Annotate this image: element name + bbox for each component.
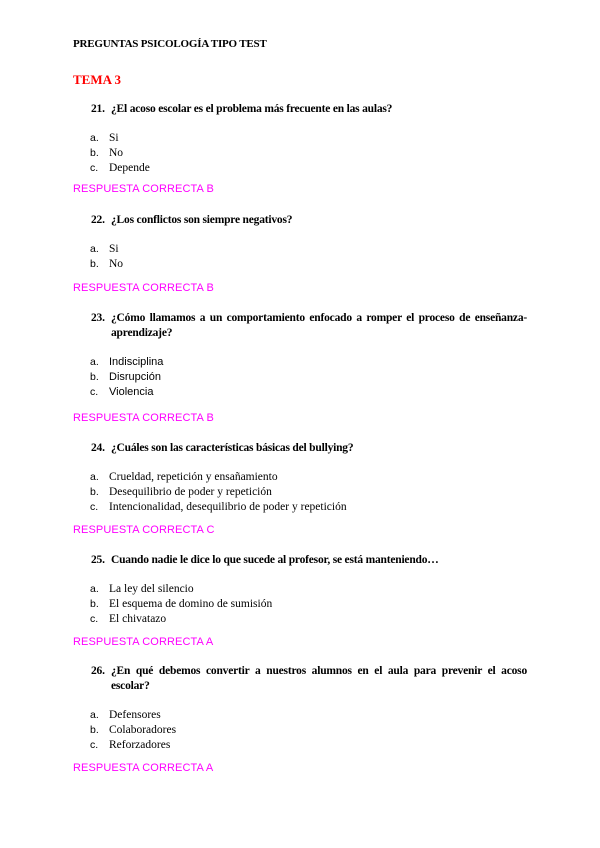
- option-label: c.: [90, 501, 99, 513]
- option-label: b.: [90, 598, 99, 610]
- option-item: [73, 582, 527, 597]
- question-body: ¿Cómo llamamos a un comportamiento enfocado a romper el proceso de enseñanza-aprendizaje?: [111, 312, 527, 339]
- option-item: [73, 257, 527, 272]
- option-text: Si: [109, 243, 119, 255]
- question-block: [73, 553, 527, 627]
- question-body: ¿Los conflictos son siempre negativos?: [111, 214, 293, 226]
- option-item: [73, 500, 527, 515]
- option-text: Indisciplina: [109, 356, 164, 368]
- option-label: a.: [90, 709, 99, 721]
- option-item: [73, 597, 527, 612]
- question-block: [73, 664, 527, 753]
- options-list: [73, 582, 527, 627]
- question-text: [73, 213, 527, 228]
- question-block: [73, 102, 527, 176]
- option-label: c.: [90, 386, 99, 398]
- question-number: 23.: [91, 312, 105, 324]
- question-body: ¿En qué debemos convertir a nuestros alumnos en el aula para prevenir el acoso escolar?: [111, 665, 527, 692]
- options-list: [73, 131, 527, 176]
- option-label: b.: [90, 724, 99, 736]
- section-title: TEMA 3: [73, 72, 122, 87]
- option-label: b.: [90, 258, 99, 270]
- question-body: ¿El acoso escolar es el problema más frecuente en las aulas?: [111, 103, 393, 115]
- option-item: [73, 612, 527, 627]
- option-item: [73, 470, 527, 485]
- correct-answer: RESPUESTA CORRECTA A: [73, 636, 214, 648]
- question-number: 26.: [91, 665, 105, 677]
- question-number: 22.: [91, 214, 105, 226]
- option-text: Depende: [109, 162, 150, 174]
- question-text: [73, 441, 527, 456]
- option-item: [73, 370, 527, 385]
- correct-answer: RESPUESTA CORRECTA B: [73, 412, 214, 424]
- option-label: a.: [90, 243, 99, 255]
- option-label: c.: [90, 613, 99, 625]
- option-item: [73, 242, 527, 257]
- option-text: Colaboradores: [109, 724, 177, 736]
- document-header-title: PREGUNTAS PSICOLOGÍA TIPO TEST: [73, 38, 267, 50]
- option-label: b.: [90, 147, 99, 159]
- option-item: [73, 385, 527, 400]
- correct-answer: RESPUESTA CORRECTA C: [73, 524, 215, 536]
- options-list: [73, 708, 527, 753]
- options-list: [73, 242, 527, 272]
- option-item: [73, 485, 527, 500]
- option-label: a.: [90, 356, 99, 368]
- option-label: b.: [90, 486, 99, 498]
- option-item: [73, 131, 527, 146]
- option-text: No: [109, 258, 124, 270]
- option-text: Intencionalidad, desequilibrio de poder y repetición: [109, 501, 347, 513]
- question-body: Cuando nadie le dice lo que sucede al profesor, se está manteniendo…: [111, 554, 439, 566]
- options-list: [73, 470, 527, 515]
- option-text: Si: [109, 132, 119, 144]
- options-list: [73, 355, 527, 400]
- option-item: [73, 738, 527, 753]
- option-text: Disrupción: [109, 371, 161, 383]
- option-text: Reforzadores: [109, 739, 171, 751]
- question-block: [73, 311, 527, 400]
- option-text: El chivatazo: [109, 613, 167, 625]
- option-label: a.: [90, 583, 99, 595]
- option-label: b.: [90, 371, 99, 383]
- option-text: La ley del silencio: [109, 583, 194, 595]
- option-text: Desequilibrio de poder y repetición: [109, 486, 272, 498]
- option-label: a.: [90, 471, 99, 483]
- question-body: ¿Cuáles son las características básicas del bullying?: [111, 442, 354, 454]
- question-number: 25.: [91, 554, 105, 566]
- option-text: Violencia: [109, 386, 154, 398]
- option-item: [73, 723, 527, 738]
- correct-answer: RESPUESTA CORRECTA A: [73, 762, 214, 774]
- option-text: Crueldad, repetición y ensañamiento: [109, 471, 278, 483]
- question-text: [73, 311, 527, 341]
- option-item: [73, 161, 527, 176]
- question-number: 21.: [91, 103, 105, 115]
- option-item: [73, 708, 527, 723]
- option-text: Defensores: [109, 709, 161, 721]
- option-item: [73, 146, 527, 161]
- question-text: [73, 102, 527, 117]
- question-block: [73, 213, 527, 272]
- option-label: a.: [90, 132, 99, 144]
- question-number: 24.: [91, 442, 105, 454]
- question-text: [73, 553, 527, 568]
- question-block: [73, 441, 527, 515]
- option-label: c.: [90, 739, 99, 751]
- option-text: No: [109, 147, 124, 159]
- correct-answer: RESPUESTA CORRECTA B: [73, 282, 214, 294]
- question-text: [73, 664, 527, 694]
- correct-answer: RESPUESTA CORRECTA B: [73, 183, 214, 195]
- option-label: c.: [90, 162, 99, 174]
- option-item: [73, 355, 527, 370]
- option-text: El esquema de domino de sumisión: [109, 598, 273, 610]
